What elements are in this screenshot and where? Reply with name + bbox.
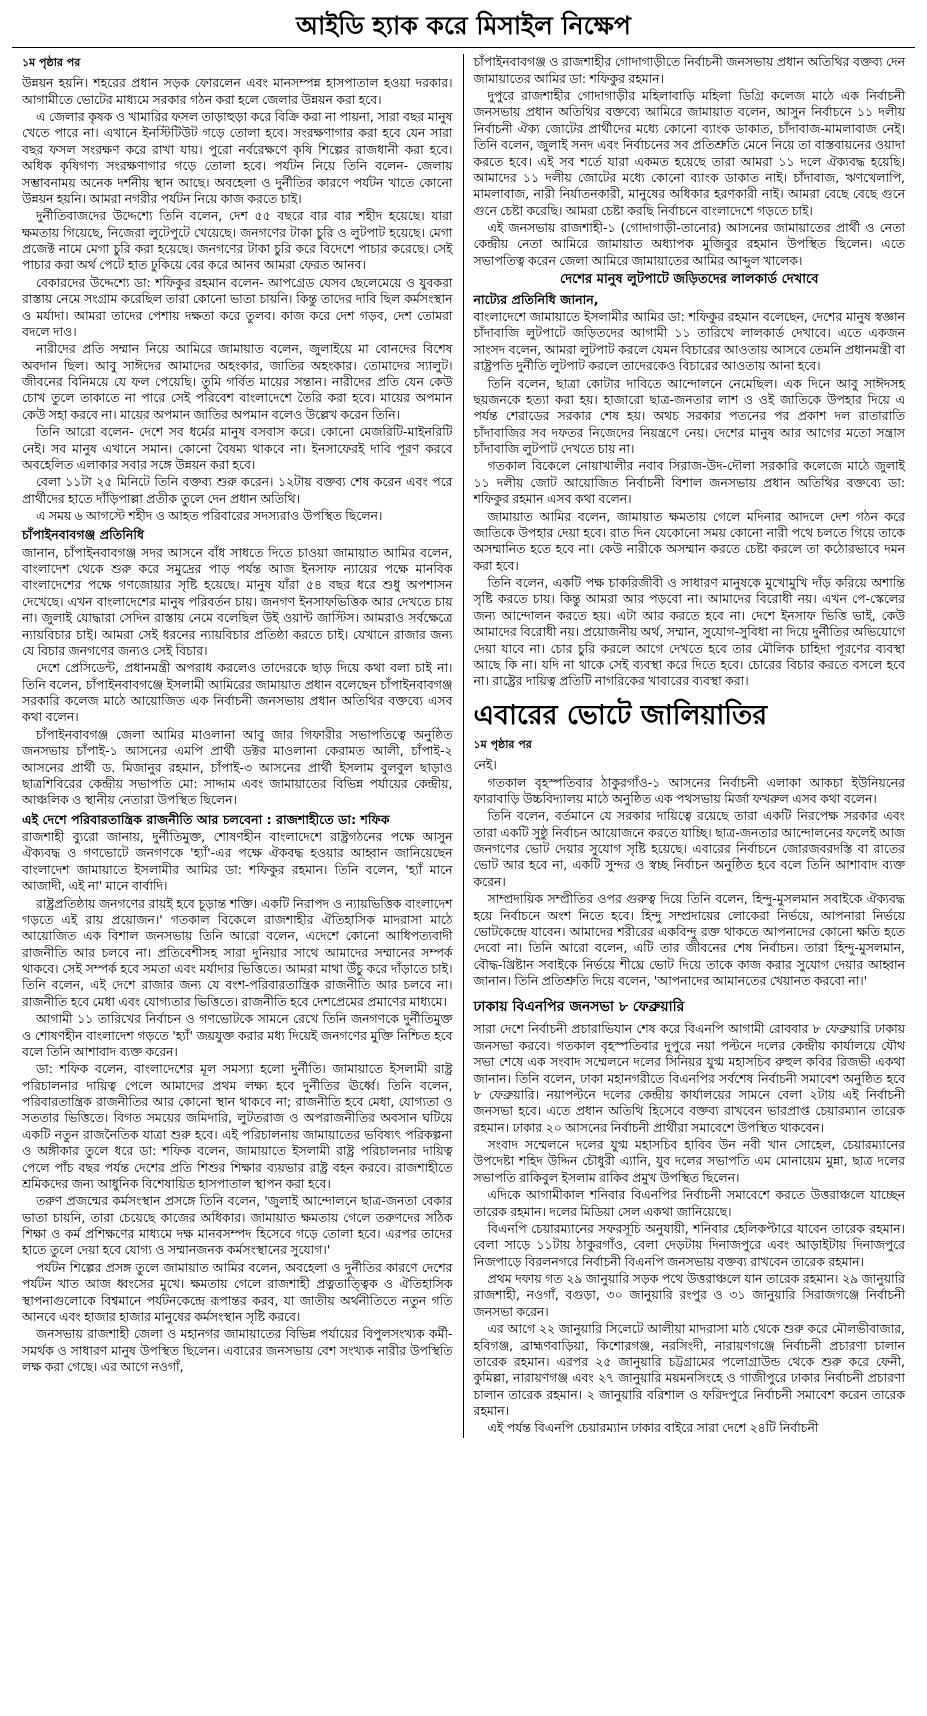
paragraph: জামায়াত আমির বলেন, জামায়াত ক্ষমতায় গেলে মদিনার আদলে দেশ গঠন করে জাতিকে উপহার দেয়া হবে। রাত দিন যেকোনো সময় কোনো নারী পথে চলতে গিয়ে তাকে অসম্মানিত হতে হবে না। কেউ নারীকে অসম্মান করতে চেষ্টা করলে তা কঠোরভাবে দমন করা হবে। <box>473 508 905 573</box>
paragraph: পর্যটন শিল্পের প্রসঙ্গ তুলে জামায়াত আমির বলেন, অবহেলা ও দুর্নীতির কারণে দেশের পর্যটন খাত আজ ধ্বংসের মুখে। ক্ষমতায় গেলে রাজশাহী প্রত্নতাত্ত্বিক ও ঐতিহাসিক স্থাপনাগুলোকে বিশ্বমানে পর্যটনকেন্দ্রে রূপান্তর করব, যা জাতীয় অর্থনীতিতে নতুন গতি আনবে এবং হাজার হাজার মানুষের কর্মসংস্থান সৃষ্টি করবে। <box>22 1259 453 1324</box>
paragraph: জানান, চাঁপাইনবাবগঞ্জ সদর আসনে বাঁধ সাধতে দিতে চাওয়া জামায়াত আমির বলেন, বাংলাদেশ থেকে শুরু করে সমুদ্রের পাড় পর্যন্ত আজ ইনসাফ ন্যায়ের পক্ষে মানবিক বাংলাদেশের পক্ষে গণজোয়ার সৃষ্টি হয়েছে। মানুষ যাঁরা ৫৪ বছর ধরে শুধু অপশাসন দেখেছে। এখন বাংলাদেশের মানুষ পরিবর্তন চায়। জনগণ ইনসাফভিত্তিক আর দেখতে চায় না। জুলাই যোদ্ধারা সেদিন রাস্তায় নেমে বলেছিল উই ওয়ান্ট জাস্টিস। আমরাও সর্বক্ষেত্রে ন্যায়বিচার চাই। আমরা সেই ধরনের ন্যায়বিচার প্রতিষ্ঠা করতে চাই। যেখানে রাজার জন্য যে বিচার জনগণের জন্যও সেই বিচার। <box>22 544 453 658</box>
paragraph: সংবাদ সম্মেলনে দলের যুগ্ম মহাসচিব হাবিব উন নবী খান সোহেল, চেয়ারম্যানের উপদেষ্টা শহিদ উদ্দিন চৌধুরী এ্যানি, যুব দলের সভাপতি এম মোনায়েম মুন্না, ছাত্র দলের সভাপতি রাকিবুল ইসলাম রাকিব প্রমুখ উপস্থিত ছিলেন। <box>473 1137 905 1185</box>
section-subhead: দেশের মানুষ লুটপাটে জড়িতদের লালকার্ড দেখাবে <box>560 272 819 288</box>
paragraph: বিএনপি চেয়ারম্যানের সফরসূচি অনুযায়ী, শনিবার হেলিকপ্টারে যাবেন তারেক রহমান। বেলা সাড়ে ১১টায় ঠাকুরগাঁও, বেলা দেড়টায় দিনাজপুরে এবং আড়াইটায় দিনাজপুরে নিজপাড়ে বিরলনগরে নির্বাচনী বিএনপি জনসভায় বক্তব্য রাখবেন তারেক রহমান। <box>473 1220 905 1269</box>
paragraph: চাঁপাইনবাবগঞ্জ ও রাজশাহীর গোদাগাড়ীতে নির্বাচনী জনসভায় প্রধান অতিথির বক্তব্য দেন জামায়াতের আমির ডা: শফিকুর রহমান। <box>473 54 905 86</box>
jump-label-right: ১ম পৃষ্ঠার পর <box>473 738 532 752</box>
article-columns <box>12 54 915 1438</box>
paragraph: রাষ্ট্রপ্রতিষ্ঠায় জনগণের রায়ই হবে চূড়ান্ত শক্তি। একটি নিরাপদ ও ন্যায়ভিত্তিক বাংলাদেশ গড়তে এই রায় প্রয়োজন।' গতকাল বিকেলে রাজশাহীর ঐতিহাসিক মাদরাসা মাঠে আয়োজিত এক বিশাল জনসভায় তিনি আরো বলেন, এদেশে কোনো আধিপত্যবাদী রাজনীতি আর চলবে না। প্রতিবেশীসহ সারা দুনিয়ার সাথে আমাদের সম্মানের সম্পর্ক থাকবে। সেই সম্পর্ক হবে সমতা এবং মর্যাদার ভিত্তিতে। আমরা মাথা উঁচু করে দাঁড়াতে চাই। তিনি বলেন, এই দেশে রাজার জন্য যে বংশ-পরিবারতান্ত্রিক রাজনীতি আর চলবে না। রাজনীতি হবে মেধা এবং যোগ্যতার ভিত্তিতে। রাজনীতি হবে দেশপ্রেমের প্রমাণের মাধ্যমে। <box>22 895 453 1009</box>
dateline: নাট্যের প্রতিনিধি জানান, <box>473 291 599 307</box>
paragraph: সাম্প্রদায়িক সম্প্রীতির ওপর গুরুত্ব দিয়ে তিনি বলেন, হিন্দু-মুসলমান সবাইকে ঐক্যবদ্ধ হয়ে নির্বাচনে অংশ নিতে হবে। হিন্দু সম্প্রদায়ের লোকেরা নির্ভয়ে, আপনারা নির্ভয়ে ভোটকেন্দ্রে যাবেন। আমাদের শরীরের একবিন্দু রক্ত থাকতে আপনাদের কোনো ক্ষতি হতে দেবো না। তিনি আরো বলেন, এটি তার জীবনের শেষ নির্বাচন। তারা হিন্দু-মুসলমান, বৌদ্ধ-খ্রিষ্টান সবাইকে নির্ভয়ে শীঘ্রে ভোট দিয়ে তাকে কাজ করার সুযোগ দেয়ার আহ্বান জানান। তিনি প্রতিশ্রুতি দিয়ে বলেন, 'আপনাদের আমানতের খেয়ানত করবো না।' <box>473 891 905 988</box>
paragraph: বেলা ১১টা ২৫ মিনিটে তিনি বক্তব্য শুরু করেন। ১২টায় বক্তব্য শেষ করেন এবং পরে প্রার্থীদের হাতে দাঁড়িপাল্লা প্রতীক তুলে দেন প্রধান অতিথি। <box>22 474 453 506</box>
paragraph: দেশে প্রেসিডেন্ট, প্রধানমন্ত্রী অপরাধ করলেও তাদেরকে ছাড় দিয়ে কথা বলা চাই না। তিনি বলেন, চাঁপাইনবাবগঞ্জে ইসলামী আমিরের জামায়াত প্রধান বলেছেন চাঁপাইনবাবগঞ্জ সরকারি কলেজ মাঠে আয়োজিত এক নির্বাচনী জনসভায় প্রধান অতিথির বক্তব্যে এসব কথা বলেন। <box>22 660 453 725</box>
title-divider <box>12 47 915 48</box>
right-column <box>464 54 916 1438</box>
paragraph: এই পর্যন্ত বিএনপি চেয়ারম্যান ঢাকার বাইরে সারা দেশে ২৪টি নির্বাচনী <box>487 1420 819 1436</box>
paragraph: চাঁপাইনবাবগঞ্জ জেলা আমির মাওলানা আবু জার গিফারীর সভাপতিত্বে অনুষ্ঠিত জনসভায় চাঁপাই-১ আসনের এমপি প্রার্থী ডক্টর মাওলানা কেরামত আলী, চাঁপাই-২ আসনের প্রার্থী ড. মিজানুর রহমান, চাঁপাই-৩ আসনের প্রার্থী ইসলাম বুলবুল ছাড়াও ছাত্রশিবিরের কেন্দ্রীয় সভাপতি মো: সাদ্দাম এবং জামায়াতের বিভিন্ন পর্যায়ের কেন্দ্রীয়, আঞ্চলিক ও স্থানীয় নেতারা উপস্থিত ছিলেন। <box>22 726 453 808</box>
paragraph: তিনি আরো বলেন- দেশে সব ধর্মের মানুষ বসবাস করে। কোনো মেজরিটি-মাইনরিটি নেই। সব মানুষ এখানে সমান। কোনো বৈষম্য থাকবে না। ইনসাফেরই দাবি পূরণ করবে অবহেলিত এলাকার সবার সঙ্গে উন্নয়ন করা হবে। <box>22 424 453 472</box>
paragraph: গতকাল বিকেলে নোয়াখালীর নবাব সিরাজ-উদ-দৌলা সরকারি কলেজে মাঠে জুলাই ১১ দলীয় জোট আয়োজিত নির্বাচনী বিশাল জনসভায় প্রধান অতিথির বক্তব্যে ডা: শফিকুর রহমান এসব কথা বলেন। <box>473 458 905 507</box>
paragraph: তিনি বলেন, ছাত্রা কোটার দাবিতে আন্দোলনে নেমেছিল। এক দিনে আবু সাঈদসহ ছয়জনকে হত্যা করা হয়। হাজারো ছাত্র-জনতার লাশ ও ওই জাতিকে উপহার দিয়ে এ পর্যন্ত শেরাডের সরকার শেষ হয়। অথচ সরকার পতনের পর প্রকাশ দল রাতারাতি চাঁদাবাজির সব দফতর নিজেদের নিয়ন্ত্রণে নেয়। দেশের মানুষ আর আগের মতো সন্ত্রাস চাঁদাবাজি লুটপাট দেখতে চায় না। <box>473 375 905 457</box>
paragraph: আগামী ১১ তারিখের নির্বাচন ও গণভোটকে সামনে রেখে তিনি জনগণকে দুর্নীতিমুক্ত ও শোষণহীন বাংলাদেশ গড়তে 'হ্যাঁ' জয়যুক্ত করার মধ্য দিয়েই জনগণের মুক্তি নিশ্চিত হবে বলে তিনি আশাবাদ ব্যক্ত করেন। <box>22 1011 453 1059</box>
paragraph: গতকাল বৃহস্পতিবার ঠাকুরগাঁও-১ আসনের নির্বাচনী এলাকা আকচা ইউনিয়নের ফারাবাড়ি উচ্চবিদ্যালয় মাঠে অনুষ্ঠিত এক পথসভায় মির্জা ফখরুল এসব কথা বলেন। <box>473 774 905 806</box>
paragraph: এদিকে আগামীকাল শনিবার বিএনপির নির্বাচনী সমাবেশে করতে উত্তরাঞ্চলে যাচ্ছেন তারেক রহমান। দলের মিডিয়া সেল একথা জানিয়েছে। <box>473 1187 905 1219</box>
section-subhead: চাঁপাইনবাবগঞ্জ প্রতিনিধি <box>22 527 145 543</box>
paragraph: দুর্নীতিবাজদের উদ্দেশ্যে তিনি বলেন, দেশ ৫৫ বছরে বার বার শহীদ হয়েছে। যারা ক্ষমতায় গিয়েছে, নিজেরা লুটেপুটে খেয়েছে। জনগণের টাকা চুরি ও লুটপাট হয়েছে। মেগা প্রজেক্ট নামে মেগা চুরি করা হয়েছে। জনগণের টাকা চুরি করে বিদেশে পাচার করেছে। সেই পাচার করা অর্থ পেটে হাত ঢুকিয়ে বের করে আনব আমরা ফেরত আনব। <box>22 208 453 273</box>
paragraph: নেই। <box>473 757 497 773</box>
paragraph: জনসভায় রাজশাহী জেলা ও মহানগর জামায়াতের বিভিন্ন পর্যায়ের বিপুলসংখ্যক কর্মী-সমর্থক ও সাধারণ মানুষ উপস্থিত ছিলেন। এবারের জনসভায় বেশ সংখ্যক নারীর উপস্থিতি লক্ষ করা গেছে। এর আগে নওগাঁ, <box>22 1326 453 1375</box>
page-title: আইডি হ্যাক করে মিসাইল নিক্ষেপ <box>296 11 631 40</box>
paragraph: বেকারদের উদ্দেশ্যে ডা: শফিকুর রহমান বলেন- আপগ্রেড যেসব ছেলেমেয়ে ও যুবকরা রাস্তায় নেমে সংগ্রাম করেছিল তারা কোনো ভাতা চায়নি। কিন্তু তাদের দাবি ছিল কর্মসংস্থান ও মর্যাদা। আমরা তাদের পেশায় দক্ষতা করে তুলব। কাজ করে দেশ গড়ব, দেশ তোমরা বদলে দাও। <box>22 274 453 339</box>
left-column <box>12 54 464 1438</box>
paragraph: তিনি বলেন, বর্তমানে যে সরকার দায়িত্বে রয়েছে তারা একটি নিরপেক্ষ সরকার এবং তারা একটি সুষ্ঠু নির্বাচন আয়োজনে করতে যাচ্ছি। ছাত্র-জনতার আন্দোলনের ফলেই আজ জনগণের ভোট দেয়ার সুযোগ সৃষ্টি হয়েছে। এবারের নির্বাচনে জোরজবরদস্তি বা রাতের ভোট আর হবে না, একটি সুন্দর ও স্বচ্ছ নির্বাচন অনুষ্ঠিত হবে বলে তিনি আশাবাদ ব্যক্ত করেন। <box>473 808 905 889</box>
secondary-headline: এবারের ভোটে জালিয়াতির <box>473 699 768 731</box>
paragraph: দুপুরে রাজশাহীর গোদাগাড়ীর মহিলাবাড়ি মহিলা ডিগ্রি কলেজ মাঠে এক নির্বাচনী জনসভায় প্রধান অতিথির বক্তব্যে আমিরে জামায়াত বলেন, আসুন নির্বাচনে ১১ দলীয় নির্বাচনী ঐক্য জোটের প্রার্থীদের মধ্যে কোনো ব্যাংক ডাকাত, চাঁদাবাজ-মামলাবাজ নেই। তিনি বলেন, জুলাই সনদ এবং নির্বাচনের সব প্রতিশ্রুতি মেনে নিয়ে তা বাস্তবায়নের ওয়াদা করতে হবে। এই সব শর্তে যারা একমত হয়েছে তারা আমরা ১১ দলে ঐক্যবদ্ধ হয়েছি। আমাদের ১১ দলীয় জোটের মধ্যে কোনো ব্যাংক ডাকাত নাই। চাঁদাবাজ, ঋণখেলাপি, মামলাবাজ, নারী নির্যাতনকারী, মানুষের অধিকার হরণকারী নাই। আমরা বেছে বেছে গুনে গুনে চেষ্টা করেছি। আমরা চেষ্টা করছি নির্বাচনে বাংলাদেশে গড়তে চাই। <box>473 88 905 218</box>
section-subhead: এই দেশে পরিবারতান্ত্রিক রাজনীতি আর চলবেনা : রাজশাহীতে ডা: শফিক <box>22 811 390 827</box>
paragraph: এই জনসভায় রাজশাহী-১ (গোদাগাড়ী-তানোর) আসনের জামায়াতের প্রার্থী ও নেতা কেন্দ্রীয় নেতা আমিরে জামায়াত অধ্যাপক মুজিবুর রহমান উপস্থিত ছিলেন। এতে সভাপতিত্ব করেন জেলা আমিরে জামায়াতের আমির আব্দুল খালেক। <box>473 220 905 268</box>
paragraph: এর আগে ২২ জানুয়ারি সিলেটে আলীয়া মাদরাসা মাঠ থেকে শুরু করে মৌলভীবাজার, হবিগঞ্জ, ব্রাহ্মণবাড়িয়া, কিশোরগঞ্জ, নরসিংদী, নারায়ণগঞ্জে নির্বাচনী প্রচারণা চালান তারেক রহমান। এরপর ২৫ জানুয়ারি চট্টগ্রামের পলোগ্রাউন্ড থেকে শুরু করে ফেনী, কুমিল্লা, নারায়ণগঞ্জ এবং ২৭ জানুয়ারি ময়মনসিংহে ও গাজীপুরে ঢাকার নির্বাচনী প্রচারণা চালান তারেক রহমান। ২ জানুয়ারি বরিশাল ও ফরিদপুরে নির্বাচনী সমাবেশ করেন তারেক রহমান। <box>473 1321 905 1418</box>
paragraph: ডা: শফিক বলেন, বাংলাদেশের মূল সমস্যা হলো দুর্নীতি। জামায়াতে ইসলামী রাষ্ট্র পরিচালনার দায়িত্ব পেলে আমাদের প্রথম লক্ষ্য হবে দুর্নীতির ঊর্ধ্বে। তিনি বলেন, পরিবারতান্ত্রিক রাজনীতির আর কোনো স্থান থাকবে না; রাজনীতি হবে মেধা, যোগ্যতা ও সততার ভিত্তিতে। বিগত সময়ের জমিদারি, লুটতরাজ ও অপরাজনীতির অবসান ঘটিয়ে একটি নতুন রাজনৈতিক যাত্রা শুরু হবে। এই পরিচালনায় জামায়াতের ভবিষ্যৎ পরিকল্পনা ও অঙ্গীকার তুলে ধরে ডা: শফিক বলেন, জামায়াতে ইসলামী রাষ্ট্র পরিচালনার দায়িত্ব পেলে পাঁচ বছর পর্যন্ত দেশের প্রতি শিশুর শিক্ষার ব্যয়ভার রাষ্ট্র বহন করবে। রাজশাহীতে শ্রমিকদের জন্য আধুনিক বিশেষায়িত হাসপাতাল স্থাপন করা হবে। <box>22 1061 453 1191</box>
paragraph: রাজশাহী ব্যুরো জানায়, দুর্নীতিমুক্ত, শোষণহীন বাংলাদেশে রাষ্ট্রগঠনের পক্ষে আসুন ঐক্যবদ্ধ ও গণভোটে জনগণকে 'হ্যাঁ'-এর পক্ষে ঐকবদ্ধ হওয়ার আহ্বান জানিয়েছেন বাংলাদেশ জামায়াতে ইসলামীর আমির ডা: শফিকুর রহমান। তিনি বলেন, 'হ্যাঁ মানে আজাদী, এই না' মানে বার্বাদি। <box>22 829 453 894</box>
paragraph: তরুণ প্রজন্মের কর্মসংস্থান প্রসঙ্গে তিনি বলেন, 'জুলাই আন্দোলনে ছাত্র-জনতা বেকার ভাতা চায়নি, তারা চেয়েছে কাজের অধিকার। জামায়াত ক্ষমতায় গেলে তরুণদের সঠিক শিক্ষা ও কর্ম প্রশিক্ষণের মাধ্যমে দক্ষ মানবসম্পদ হিসেবে গড়ে তোলা হবে। এরপর তাদের হাতে তুলে দেয়া হবে যোগ্য ও সম্মানজনক কর্মসংস্থানের সুযোগ।' <box>22 1193 453 1258</box>
paragraph: বাংলাদেশে জামায়াতে ইসলামীর আমির ডা: শফিকুর রহমান বলেছেন, দেশের মানুষ স্বজ্ঞান চাঁদাবাজি লুটপাটে জড়িতদের আগামী ১১ তারিখে লালকার্ড দেখাবে। এতে একজন সাংসদ বলেন, আমরা লুটপাট করলে যেমন বিচারের আওতায় আসবে তেমনি প্রধানমন্ত্রী বা রাষ্ট্রপতি দুর্নীতি লুটপাট করলে তাদেরকেও বিচারের আওতায় আনা হবে। <box>473 309 905 374</box>
paragraph: এ সময় ৬ আগস্টে শহীদ ও আহত পরিবারের সদস্যরাও উপস্থিত ছিলেন। <box>36 508 383 523</box>
paragraph: প্রথম দফায় গত ২৯ জানুয়ারি সড়ক পথে উত্তরাঞ্চলে যান তারেক রহমান। ২৯ জানুয়ারি রাজশাহী, নওগাঁ, বগুড়া, ৩০ জানুয়ারি রংপুর ও ৩১ জানুয়ারি সিরাজগঞ্জে নির্বাচনী জনসভা করেন। <box>473 1271 905 1319</box>
paragraph: এ জেলার কৃষক ও খামারির ফসল তাড়াহুড়া করে বিক্রি করা না পায়না, সারা বছর মানুষ খেতে পারে না। এখানে ইনস্টিটিউট গড়ে তোলা হবে। সংরক্ষণাগার করা হবে যেন সারা বছর ফসল সংরক্ষণ করে রাখা যায়। পুরো নর্বরেক্ষণে কৃষি শিল্পের রাজধানী করা হবে। অধিক কৃষিগণ্য সংরক্ষণাগার গড়ে তোলা হবে। পর্যটন নিয়ে তিনি বলেন- জেলায় সম্ভাবনাময় অনেক দর্শনীয় স্থান আছে। অবহেলা ও দুর্নীতির কারণে পর্যটন খাতে কোনো উন্নয়ন হয়নি। আমরা নগরীর পর্যটন নিয়ে কাজ করতে চাই। <box>22 109 453 206</box>
paragraph: নারীদের প্রতি সম্মান নিয়ে আমিরে জামায়াত বলেন, জুলাইয়ে মা বোনদের বিশেষ অবদান ছিল। আবু সাঈদের আমাদের অহংকার, জাতির অহংকার। তোমাদের স্যালুট। জীবনের বিনিময়ে যে ফল পেয়েছি। তুমি গর্বিত মায়ের সন্তান। নারীদের প্রতি যেন কেউ চোখ তুলে তাকাতে না পারে সেই পরিবেশ বাংলাদেশে তৈরি করা হবে। মায়ের অপমান কেউ সহা করবে না। মায়ের অপমান জাতির অপমান বলেও উল্লেখ করেন তিনি। <box>22 341 453 422</box>
paragraph: উন্নয়ন হয়নি। শহরের প্রধান সড়ক ফোরলেন এবং মানসম্পন্ন হাসপাতাল হওয়া দরকার। আগামীতে ভোটের মাধ্যমে সরকার গঠন করা হলে জেলার উন্নয়ন করা হবে। <box>22 75 453 107</box>
jump-label-left: ১ম পৃষ্ঠার পর <box>22 56 81 70</box>
paragraph: তিনি বলেন, একটি পক্ষ চাকরিজীবী ও সাধারণ মানুষকে মুখোমুখি দাঁড় করিয়ে অশান্তি সৃষ্টি করতে চায়। কিন্তু আমরা আর পড়বো না। আমাদের বিরোধী নয়। এখন পে-স্কেলের জন্য আন্দোলন করতে হয়। এটা আর করতে হবে না। দেশে ইনসাফ ভিত্তি ভাই, কেউ আমাদের বিরোধী নয়। প্রয়োজনীয় অর্থ, সম্মান, সুযোগ-সুবিধা না দিয়ে দুর্নীতির অভিযোগে দেয়া যাবে না। চোর চুরি করলে আগে দেখতে হবে তার মৌলিক চাহিদা পূরণের ব্যবস্থা আছে কি না। যদি না থাকে সেই ব্যবস্থা করে দিতে হবে। চোরের বিচার করতে বসলে হবে না। রাষ্ট্রের দায়িত্ব প্রতিটি নাগরিকের খাবারের ব্যবস্থা করা। <box>473 575 905 689</box>
section-subhead: ঢাকায় বিএনপির জনসভা ৮ ফেব্রুয়ারি <box>473 999 685 1016</box>
paragraph: সারা দেশে নির্বাচনী প্রচারাভিযান শেষ করে বিএনপি আগামী রোববার ৮ ফেব্রুয়ারি ঢাকায় জনসভা করবে। গতকাল বৃহস্পতিবার দুপুরে নয়া পল্টনে দলের কেন্দ্রীয় কার্যালয়ে যৌথ সভা শেষে এক সংবাদ সম্মেলনে দলের সিনিয়র যুগ্ম মহাসচিব রুহুল কবির রিজভী একথা জানান। তিনি বলেন, ঢাকা মহানগরীতে বিএনপির সর্বশেষ নির্বাচনী সমাবেশ অনুষ্ঠিত হবে ৮ ফেব্রুয়ারি। নয়াপল্টনে দলের কেন্দ্রীয় কার্যালয়ের সামনে বেলা ২টায় এই নির্বাচনী জনসভা হবে। এতে প্রধান অতিথি হিসেবে বক্তব্য রাখবেন ভারপ্রাপ্ত চেয়ারম্যান তারেক রহমান। ঢাকার ২০ আসনের নির্বাচনী প্রার্থীরা সমাবেশে উপস্থিত থাকবেন। <box>473 1021 905 1135</box>
